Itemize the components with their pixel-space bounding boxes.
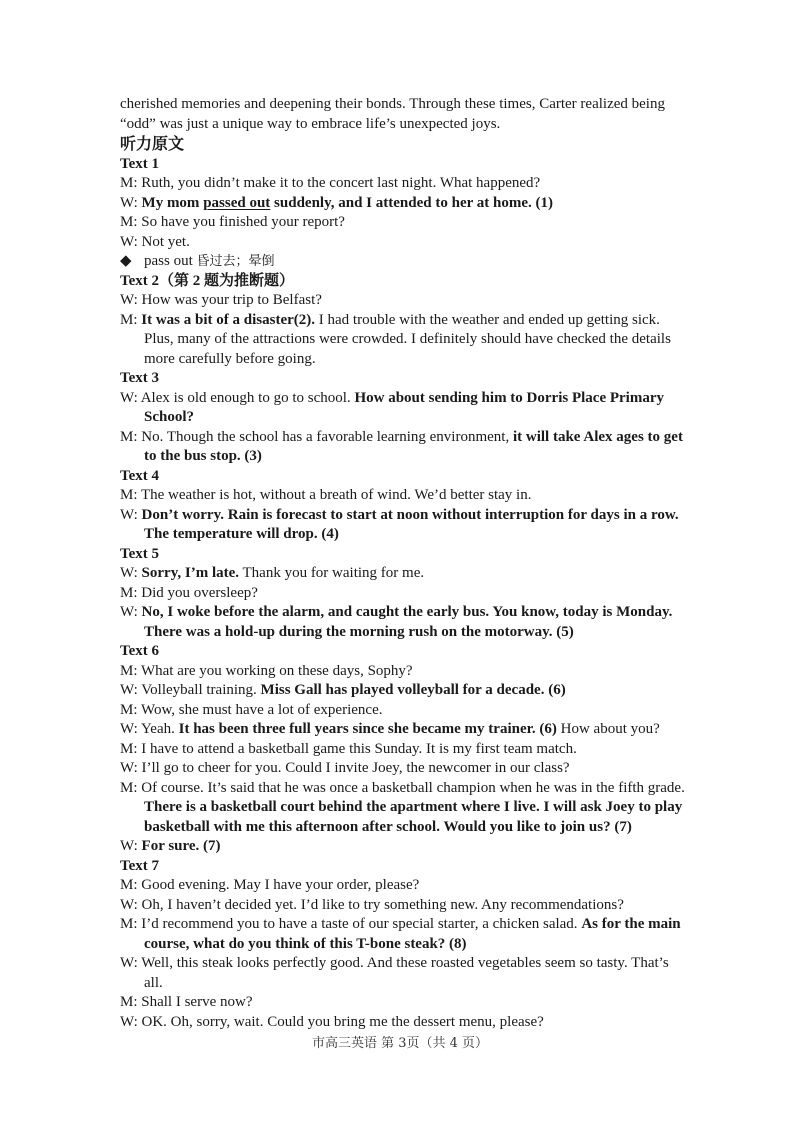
section-title: 听力原文: [120, 136, 185, 153]
text6-label: Text 6: [120, 643, 160, 659]
text4-line-2: [120, 506, 685, 526]
underlined-phrase: passed out: [203, 194, 271, 211]
text5-line-4: There was a hold-up during the morning rush on the motorway. (5): [144, 623, 574, 640]
dialogue-text: I had trouble with the weather and ended up getting sick.: [315, 311, 660, 328]
page-footer: 市高三英语 第 3页（共 4 页）: [311, 1036, 489, 1051]
answer-text: Miss Gall has played volleyball for a decade. (6): [260, 682, 566, 698]
text7-line-5: W: Well, this steak looks perfectly good. And these roasted vegetables seem so tasty. That’s: [120, 955, 669, 971]
answer-text: My mom: [141, 194, 204, 211]
speaker: W:: [120, 194, 142, 211]
answer-text: It was a bit of a disaster(2).: [141, 311, 316, 328]
intro-line-2: “odd” was just a unique way to embrace life’s unexpected joys.: [120, 115, 501, 132]
text5-label: Text 5: [120, 545, 160, 562]
dialogue-text: How about you?: [556, 721, 660, 737]
text2-line-3: Plus, many of the attractions were crowded. I definitely should have checked the details: [144, 331, 671, 347]
diamond-bullet-icon: ◆: [120, 253, 132, 269]
dialogue-text: W: Alex is old enough to go to school.: [120, 389, 355, 406]
text4-line-1: M: The weather is hot, without a breath of wind. We’d better stay in.: [120, 487, 532, 503]
text5-line-2: M: Did you oversleep?: [120, 584, 258, 601]
answer-text: Don’t worry. Rain is forecast to start at noon without interruption for days in a row.: [141, 506, 679, 523]
text7-label: Text 7: [120, 857, 160, 874]
speaker: M:: [120, 311, 142, 328]
text6-line-6: W: I’ll go to cheer for you. Could I invite Joey, the newcomer in our class?: [120, 760, 570, 776]
text7-line-1: M: Good evening. May I have your order, please?: [120, 877, 420, 893]
speaker: W:: [120, 604, 142, 620]
text7-line-4: course, what do you think of this T-bone steak? (8): [144, 935, 467, 952]
speaker: W:: [120, 506, 142, 523]
dialogue-text: W: Volleyball training.: [120, 682, 261, 698]
note-phrase: pass out: [144, 253, 197, 269]
text6-line-3: M: Wow, she must have a lot of experience.: [120, 701, 383, 718]
text7-line-8: W: OK. Oh, sorry, wait. Could you bring me the dessert menu, please?: [120, 1013, 544, 1030]
answer-text: suddenly, and I attended to her at home. (1): [270, 194, 553, 211]
dialogue-text: W: Yeah.: [120, 721, 179, 737]
dialogue-text: M: No. Though the school has a favorable learning environment,: [120, 428, 513, 445]
text6-line-1: M: What are you working on these days, Sophy?: [120, 662, 413, 679]
answer-text: it will take Alex ages to get: [512, 428, 683, 445]
text6-line-7: M: Of course. It’s said that he was once a basketball champion when he was in the fifth grade.: [120, 779, 685, 796]
text1-label: Text 1: [120, 155, 160, 172]
text6-line-9: basketball with me this afternoon after school. Would you like to join us? (7): [144, 818, 632, 835]
text7-line-2: W: Oh, I haven’t decided yet. I’d like to try something new. Any recommendations?: [120, 896, 624, 913]
text6-line-10: [120, 837, 685, 857]
text2-line-2: [120, 311, 685, 331]
intro-line-1: cherished memories and deepening their bonds. Through these times, Carter realized being: [120, 96, 665, 112]
text4-label: Text 4: [120, 467, 160, 484]
text2-label: Text 2（第 2 题为推断题）: [120, 272, 295, 289]
text1-line-1: M: Ruth, you didn’t make it to the concert last night. What happened?: [120, 175, 541, 191]
text3-line-3: [120, 428, 685, 448]
answer-text: As for the main: [581, 916, 681, 932]
dialogue-text: Thank you for waiting for me.: [239, 565, 425, 581]
text5-line-3: [120, 603, 685, 623]
text2-line-4: more carefully before going.: [144, 350, 316, 367]
text4-line-3: The temperature will drop. (4): [144, 526, 339, 542]
answer-text: For sure. (7): [141, 838, 221, 854]
text7-line-7: M: Shall I serve now?: [120, 994, 253, 1010]
vocab-note: [120, 252, 685, 272]
text3-line-1: [120, 389, 685, 409]
text2-line-1: W: How was your trip to Belfast?: [120, 292, 322, 308]
text6-line-4: [120, 720, 685, 740]
text1-line-2: [120, 194, 685, 214]
note-translation: 昏过去；晕倒: [196, 254, 275, 269]
answer-text: It has been three full years since she became my trainer. (6): [178, 721, 557, 737]
text6-line-5: M: I have to attend a basketball game this Sunday. It is my first team match.: [120, 740, 577, 757]
page-content: [120, 95, 685, 1032]
text7-line-3: [120, 915, 685, 935]
answer-text: Sorry, I’m late.: [141, 565, 240, 581]
text7-line-6: all.: [144, 974, 163, 991]
text1-line-4: W: Not yet.: [120, 233, 190, 250]
answer-text: No, I woke before the alarm, and caught the early bus. You know, today is Monday.: [141, 604, 673, 620]
text3-line-2: School?: [144, 409, 195, 425]
text6-line-2: [120, 681, 685, 701]
speaker: W:: [120, 565, 142, 581]
dialogue-text: M: I’d recommend you to have a taste of our special starter, a chicken salad.: [120, 916, 582, 932]
text6-line-8: There is a basketball court behind the apartment where I live. I will ask Joey to play: [144, 799, 683, 815]
text5-line-1: [120, 564, 685, 584]
text3-label: Text 3: [120, 370, 160, 386]
answer-text: How about sending him to Dorris Place Primary: [354, 389, 664, 406]
speaker: W:: [120, 838, 142, 854]
text3-line-4: to the bus stop. (3): [144, 448, 262, 464]
text1-line-3: M: So have you finished your report?: [120, 214, 345, 230]
